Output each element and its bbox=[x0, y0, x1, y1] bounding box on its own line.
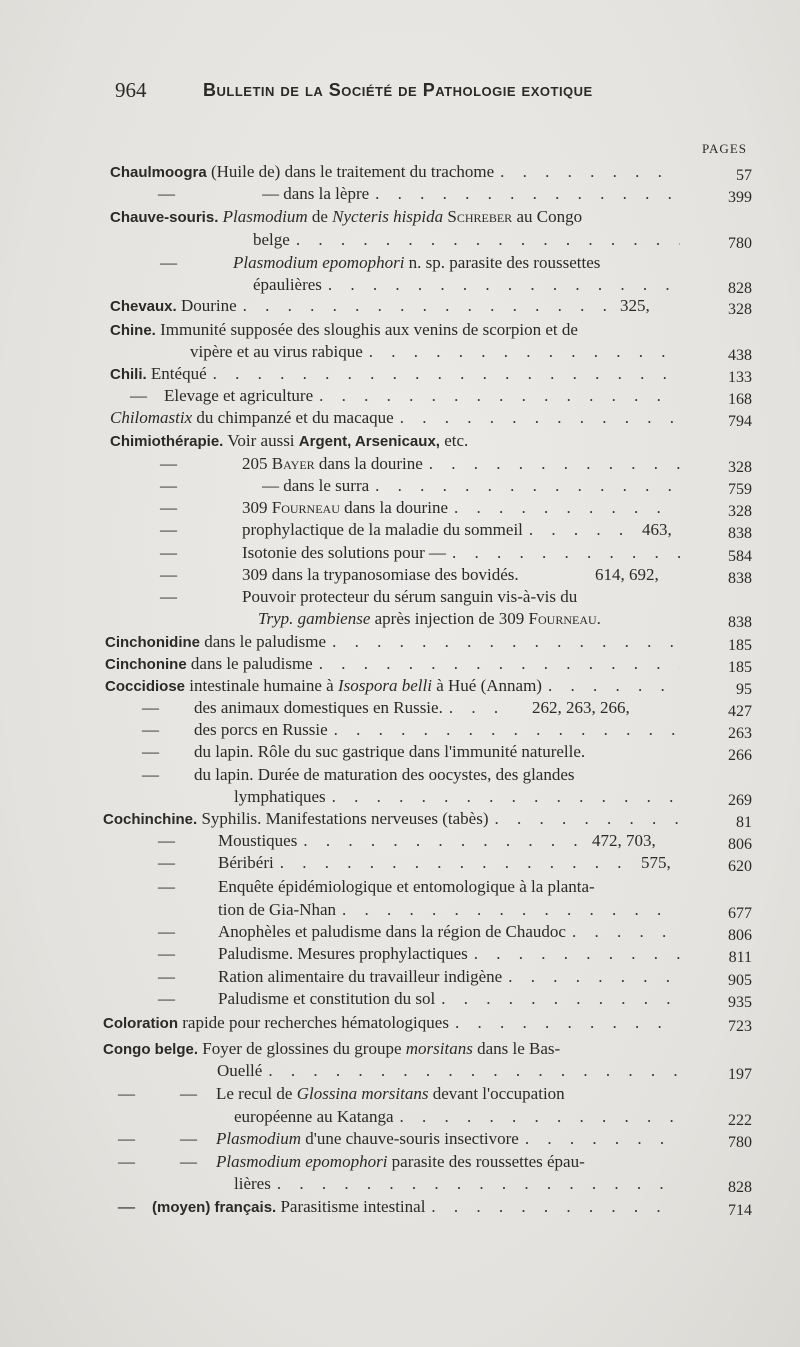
index-entry: Chilomastix du chimpanzé et du macaque . . . 794 bbox=[0, 407, 800, 429]
index-entry: Cinchonine dans le paludisme . . . 185 bbox=[0, 653, 800, 675]
index-entry: — 205 Bayer dans la dourine . . . 328 bbox=[0, 453, 800, 475]
index-entry: — Isotonie des solutions pour — . . . 584 bbox=[0, 542, 800, 564]
index-entry: — Ration alimentaire du travailleur indigène . . . 905 bbox=[0, 966, 800, 988]
index-entry: — 309 dans la trypanosomiase des bovidés. 614, 692, 838 bbox=[0, 564, 800, 586]
index-entry: Tryp. gambiense après injection de 309 Fourneau. 838 bbox=[0, 608, 800, 630]
index-entry: Coloration rapide pour recherches hématologiques . . . 723 bbox=[0, 1012, 800, 1034]
index-entry: — du lapin. Rôle du suc gastrique dans l'immunité naturelle. 266 bbox=[0, 741, 800, 763]
index-entry: — des animaux domestiques en Russie. . . . 262, 263, 266, 427 bbox=[0, 697, 800, 719]
index-entry: européenne au Katanga . . . 222 bbox=[0, 1106, 800, 1128]
index-entry: — Béribéri . . . 575, 620 bbox=[0, 852, 800, 874]
page-ref: 168 bbox=[728, 391, 752, 408]
inline-page-refs: 262, 263, 266, bbox=[532, 698, 630, 717]
page-ref: 427 bbox=[728, 703, 752, 720]
index-entry: — — dans la lèpre . . . 399 bbox=[0, 183, 800, 205]
page-ref: 794 bbox=[728, 413, 752, 430]
index-entry: — Elevage et agriculture . . . 168 bbox=[0, 385, 800, 407]
index-entry: Coccidiose intestinale humaine à Isospora belli à Hué (Annam) . . . 95 bbox=[0, 675, 800, 697]
index-entry: — du lapin. Durée de maturation des oocystes, des glandes bbox=[142, 765, 575, 784]
page-ref: 714 bbox=[728, 1202, 752, 1219]
inline-page-refs: 325, bbox=[620, 296, 650, 315]
index-entry: Chaulmoogra (Huile de) dans le traitement du trachome . . . 57 bbox=[0, 161, 800, 183]
page-ref: 185 bbox=[728, 659, 752, 676]
pages-column-label: PAGES bbox=[702, 141, 747, 156]
index-entry: Chimiothérapie. Voir aussi Argent, Arsenicaux, etc. bbox=[110, 431, 469, 450]
page-ref: 780 bbox=[728, 1134, 752, 1151]
page-ref: 806 bbox=[728, 927, 752, 944]
page-ref: 263 bbox=[728, 725, 752, 742]
index-entry: Chili. Entéqué . . . 133 bbox=[0, 363, 800, 385]
page-ref: 935 bbox=[728, 994, 752, 1011]
page-ref: 57 bbox=[736, 167, 752, 184]
page-ref: 95 bbox=[736, 681, 752, 698]
page-ref: 905 bbox=[728, 972, 752, 989]
index-entry: Cochinchine. Syphilis. Manifestations nerveuses (tabès) . . . 81 bbox=[0, 808, 800, 830]
index-entry: lymphatiques . . . 269 bbox=[0, 786, 800, 808]
index-entry: Chevaux. Dourine . . . 325, 328 bbox=[0, 295, 800, 317]
page-ref: 838 bbox=[728, 570, 752, 587]
inline-page-refs: 472, 703, bbox=[592, 831, 656, 850]
inline-page-refs: 463, bbox=[642, 520, 672, 539]
page-ref: 328 bbox=[728, 459, 752, 476]
index-entry: Congo belge. Foyer de glossines du groupe morsitans dans le Bas- bbox=[103, 1039, 561, 1058]
index-entry: — Anophèles et paludisme dans la région de Chaudoc . . . 806 bbox=[0, 921, 800, 943]
index-entry: — Paludisme et constitution du sol . . . 935 bbox=[0, 988, 800, 1010]
page-ref: 438 bbox=[728, 347, 752, 364]
index-entry: Ouellé . . . 197 bbox=[0, 1060, 800, 1082]
index-entry: vipère et au virus rabique . . . 438 bbox=[0, 341, 800, 363]
page-ref: 620 bbox=[728, 858, 752, 875]
page-ref: 133 bbox=[728, 369, 752, 386]
index-entry: — — Le recul de Glossina morsitans devant l'occupation bbox=[118, 1084, 565, 1103]
page-ref: 222 bbox=[728, 1112, 752, 1129]
page-ref: 828 bbox=[728, 280, 752, 297]
page-ref: 811 bbox=[728, 949, 752, 966]
index-entry: — — Plasmodium epomophori parasite des roussettes épau- bbox=[118, 1152, 585, 1171]
page-ref: 197 bbox=[728, 1066, 752, 1083]
inline-page-refs: 614, 692, bbox=[595, 565, 659, 584]
index-entry: lières . . . 828 bbox=[0, 1173, 800, 1195]
page-ref: 185 bbox=[728, 637, 752, 654]
index-entry: épaulières . . . 828 bbox=[0, 274, 800, 296]
page-ref: 584 bbox=[728, 548, 752, 565]
page-ref: 838 bbox=[728, 614, 752, 631]
index-entry: — Moustiques . . . 472, 703, 806 bbox=[0, 830, 800, 852]
index-entry: belge . . . 780 bbox=[0, 229, 800, 251]
page-ref: 828 bbox=[728, 1179, 752, 1196]
page-ref: 399 bbox=[728, 189, 752, 206]
index-entry: — (moyen) français. Parasitisme intestinal . . . 714 bbox=[0, 1196, 800, 1218]
journal-title: Bulletin de la Société de Pathologie exotique bbox=[203, 80, 593, 100]
index-entry: — — dans le surra . . . 759 bbox=[0, 475, 800, 497]
page-ref: 269 bbox=[728, 792, 752, 809]
page-ref: 838 bbox=[728, 525, 752, 542]
page-ref: 328 bbox=[728, 301, 752, 318]
index-entry: — Paludisme. Mesures prophylactiques . . . 811 bbox=[0, 943, 800, 965]
index-entry: — prophylactique de la maladie du sommeil . . . 463, 838 bbox=[0, 519, 800, 541]
inline-page-refs: 575, bbox=[641, 853, 671, 872]
index-entry: — des porcs en Russie . . . 263 bbox=[0, 719, 800, 741]
index-entry: Chine. Immunité supposée des sloughis aux venins de scorpion et de bbox=[110, 320, 578, 339]
index-entry: Cinchonidine dans le paludisme . . . 185 bbox=[0, 631, 800, 653]
index-entry: Chauve-souris. Plasmodium de Nycteris hispida Schreber au Congo bbox=[110, 207, 583, 226]
page-ref: 780 bbox=[728, 235, 752, 252]
page-ref: 328 bbox=[728, 503, 752, 520]
page-ref: 723 bbox=[728, 1018, 752, 1035]
page-ref: 806 bbox=[728, 836, 752, 853]
page-number: 964 bbox=[115, 78, 147, 102]
index-entry: — Enquête épidémiologique et entomologique à la planta- bbox=[158, 877, 595, 896]
index-entry: — Pouvoir protecteur du sérum sanguin vis-à-vis du bbox=[160, 587, 578, 606]
index-entry: — Plasmodium epomophori n. sp. parasite des roussettes bbox=[160, 253, 601, 272]
index-entry: tion de Gia-Nhan . . . 677 bbox=[0, 899, 800, 921]
page-ref: 759 bbox=[728, 481, 752, 498]
index-entry: — 309 Fourneau dans la dourine . . . 328 bbox=[0, 497, 800, 519]
page-ref: 81 bbox=[736, 814, 752, 831]
index-entry: — — Plasmodium d'une chauve-souris insectivore . . . 780 bbox=[0, 1128, 800, 1150]
page-ref: 677 bbox=[728, 905, 752, 922]
page-ref: 266 bbox=[728, 747, 752, 764]
